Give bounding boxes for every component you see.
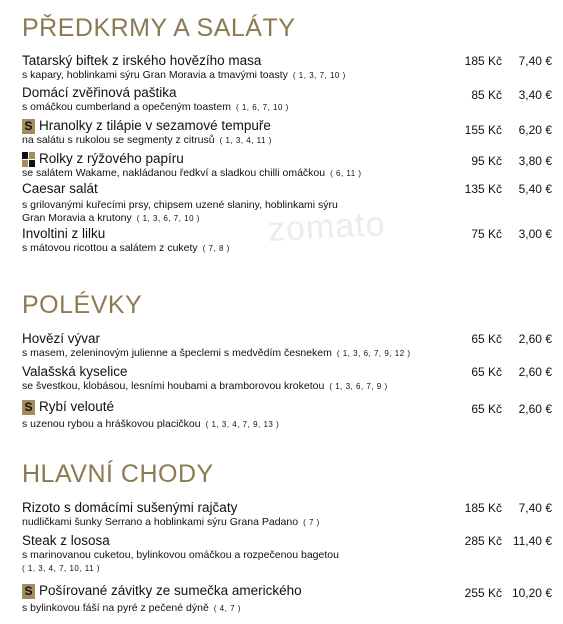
item-desc: nudličkami šunky Serrano a hoblinkami sýru Grana Padano xyxy=(22,516,299,528)
menu-item xyxy=(22,151,557,180)
price-eur: 11,40 € xyxy=(512,534,552,548)
price-czk: 135 Kč xyxy=(464,182,502,196)
item-name: Caesar salát xyxy=(22,181,98,196)
price-czk: 285 Kč xyxy=(464,534,502,548)
price-eur: 3,00 € xyxy=(518,227,552,241)
item-name: Rybí velouté xyxy=(39,399,115,414)
price-czk: 65 Kč xyxy=(471,402,502,416)
price-czk: 255 Kč xyxy=(464,586,502,600)
price-czk: 185 Kč xyxy=(464,501,502,515)
item-desc: s mátovou ricottou a salátem z cukety xyxy=(22,242,198,254)
vegetarian-icon xyxy=(22,152,35,167)
menu-item xyxy=(22,500,557,529)
item-name: Involtini z lilku xyxy=(22,226,106,241)
price-eur: 10,20 € xyxy=(511,586,552,600)
price-eur: 7,40 € xyxy=(518,54,552,68)
price-czk: 85 Kč xyxy=(471,88,502,102)
item-allergens: ( 1, 3, 4, 7, 10, 11 ) xyxy=(22,564,100,573)
item-desc: s omáčkou cumberland a opečeným toastem xyxy=(22,101,231,113)
menu-item xyxy=(22,53,557,82)
item-desc: s grilovanými kuřecími prsy, chipsem uzené slaniny, hoblinkami sýru xyxy=(22,199,338,211)
item-allergens: ( 1, 3, 6, 7, 9 ) xyxy=(329,382,388,391)
item-allergens: ( 1, 3, 6, 7, 10 ) xyxy=(136,214,200,223)
item-name: Hovězí vývar xyxy=(22,331,101,346)
menu-item xyxy=(22,85,557,114)
item-allergens: ( 4, 7 ) xyxy=(213,604,241,613)
item-name: Pošírované závitky ze sumečka amerického xyxy=(39,583,302,598)
seafood-badge: S xyxy=(22,400,35,415)
price-czk: 185 Kč xyxy=(464,54,502,68)
price-czk: 95 Kč xyxy=(471,154,502,168)
item-name: Hranolky z tilápie v sezamové tempuře xyxy=(39,118,271,133)
item-name: Tatarský biftek z irského hovězího masa xyxy=(22,53,262,68)
section-title-starters: PŘEDKRMY A SALÁTY xyxy=(22,14,296,42)
item-allergens: ( 1, 3, 4, 11 ) xyxy=(219,136,272,145)
price-eur: 2,60 € xyxy=(518,402,552,416)
item-allergens: ( 7 ) xyxy=(303,518,320,527)
watermark: zomato xyxy=(267,204,387,250)
menu-item xyxy=(22,533,557,575)
menu-item xyxy=(22,226,557,255)
menu-item xyxy=(22,583,557,615)
item-desc: s uzenou rybou a hráškovou placičkou xyxy=(22,418,201,430)
item-desc: se salátem Wakame, nakládanou ředkví a sladkou chilli omáčkou xyxy=(22,167,326,179)
item-desc: s marinovanou cuketou, bylinkovou omáčkou a rozpečenou bagetou xyxy=(22,549,339,561)
price-czk: 155 Kč xyxy=(464,123,502,137)
item-allergens: ( 1, 3, 4, 7, 9, 13 ) xyxy=(205,420,280,429)
price-eur: 5,40 € xyxy=(518,182,552,196)
price-czk: 65 Kč xyxy=(471,332,502,346)
section-title-soups: POLÉVKY xyxy=(22,291,143,319)
item-desc-cont: Gran Moravia a krutony xyxy=(22,212,132,224)
item-allergens: ( 6, 11 ) xyxy=(330,169,362,178)
item-name: Valašská kyselice xyxy=(22,364,128,379)
item-name: Rolky z rýžového papíru xyxy=(39,151,184,166)
menu-item xyxy=(22,181,557,225)
item-desc: na salátu s rukolou se segmenty z citrusů xyxy=(22,134,215,146)
item-name: Rizoto s domácími sušenými rajčaty xyxy=(22,500,238,515)
price-eur: 7,40 € xyxy=(518,501,552,515)
item-desc: s bylinkovou fáší na pyré z pečené dýně xyxy=(22,602,209,614)
price-eur: 3,80 € xyxy=(518,154,552,168)
item-desc: s kapary, hoblinkami sýru Gran Moravia a tmavými toasty xyxy=(22,69,288,81)
item-name: Domácí zvěřinová paštika xyxy=(22,85,177,100)
menu-item xyxy=(22,118,557,147)
price-eur: 2,60 € xyxy=(518,365,552,379)
seafood-badge: S xyxy=(22,584,35,599)
menu-item xyxy=(22,364,557,393)
section-title-mains: HLAVNÍ CHODY xyxy=(22,460,214,488)
item-allergens: ( 1, 6, 7, 10 ) xyxy=(235,103,289,112)
price-eur: 6,20 € xyxy=(518,123,552,137)
item-desc: s masem, zeleninovým julienne a špeclemi s medvědím česnekem xyxy=(22,347,332,359)
seafood-badge: S xyxy=(22,119,35,134)
item-allergens: ( 7, 8 ) xyxy=(202,244,230,253)
menu-item xyxy=(22,331,557,360)
item-desc: se švestkou, klobásou, lesními houbami a bramborovou kroketou xyxy=(22,380,325,392)
price-czk: 65 Kč xyxy=(471,365,502,379)
menu-item xyxy=(22,399,557,431)
item-name: Steak z lososa xyxy=(22,533,110,548)
price-czk: 75 Kč xyxy=(471,227,502,241)
item-allergens: ( 1, 3, 6, 7, 9, 12 ) xyxy=(336,349,411,358)
price-eur: 3,40 € xyxy=(518,88,552,102)
item-allergens: ( 1, 3, 7, 10 ) xyxy=(292,71,346,80)
price-eur: 2,60 € xyxy=(518,332,552,346)
